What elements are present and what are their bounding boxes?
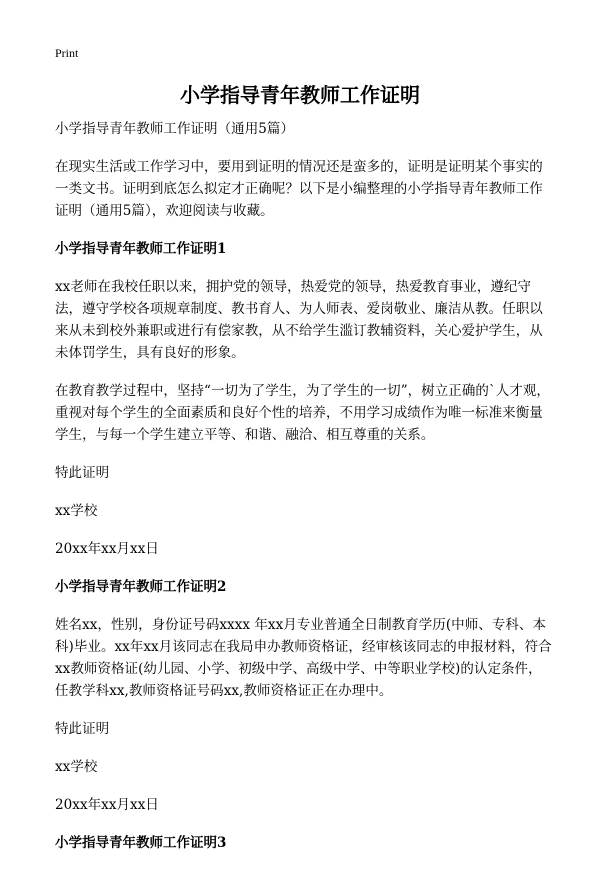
section-2-closing: 特此证明 [55,721,110,737]
section-1-paragraph-2: 在教育教学过程中，坚持“一切为了学生，为了学生的一切”，树立正确的`人才观，重视对每个学生的全面素质和良好个性的培养，不用学习成绩作为唯一标准来衡量学生，与每一个学生建立平等、和谐、融洽、相互尊重的关系。 [55,383,550,443]
section-heading-2: 小学指导青年教师工作证明2 [55,579,227,595]
section-heading-1: 小学指导青年教师工作证明1 [55,241,227,257]
section-2-date: 20xx年xx月xx日 [55,797,159,813]
section-2-school: xx学校 [55,759,98,775]
article-body [55,118,552,870]
intro-paragraph: 在现实生活或工作学习中，要用到证明的情况还是蛮多的，证明是证明某个事实的一类文书。证明到底怎么拟定才正确呢？以下是小编整理的小学指导青年教师工作证明（通用5篇），欢迎阅读与收藏。 [55,159,543,219]
section-1-closing: 特此证明 [55,465,110,481]
section-2-paragraph-1: 姓名xx，性别，身份证号码xxxx 年xx月专业普通全日制教育学历(中师、专科、本科)毕业。xx年xx月该同志在我局申办教师资格证，经审核该同志的申报材料，符合xx教师资格证(幼儿园、小学、初级中学、高级中学、中等职业学校)的认定条件，任教学科xx,教师资格证号码xx,教师资格证正在办理中。 [55,617,552,699]
section-1-paragraph-1: xx老师在我校任职以来，拥护党的领导，热爱党的领导，热爱教育事业，遵纪守法，遵守学校各项规章制度、教书育人、为人师表、爱岗敬业、廉洁从教。任职以来从未到校外兼职或进行有偿家教，从不给学生滥订教辅资料，关心爱护学生，从未体罚学生，具有良好的形象。 [55,279,543,361]
section-1-school: xx学校 [55,503,98,519]
intro-subtitle: 小学指导青年教师工作证明（通用5篇） [55,121,294,137]
section-1-date: 20xx年xx月xx日 [55,541,159,557]
section-heading-3: 小学指导青年教师工作证明3 [55,835,227,851]
page-title: 小学指导青年教师工作证明 [180,83,420,107]
print-link[interactable]: Print [55,46,79,60]
